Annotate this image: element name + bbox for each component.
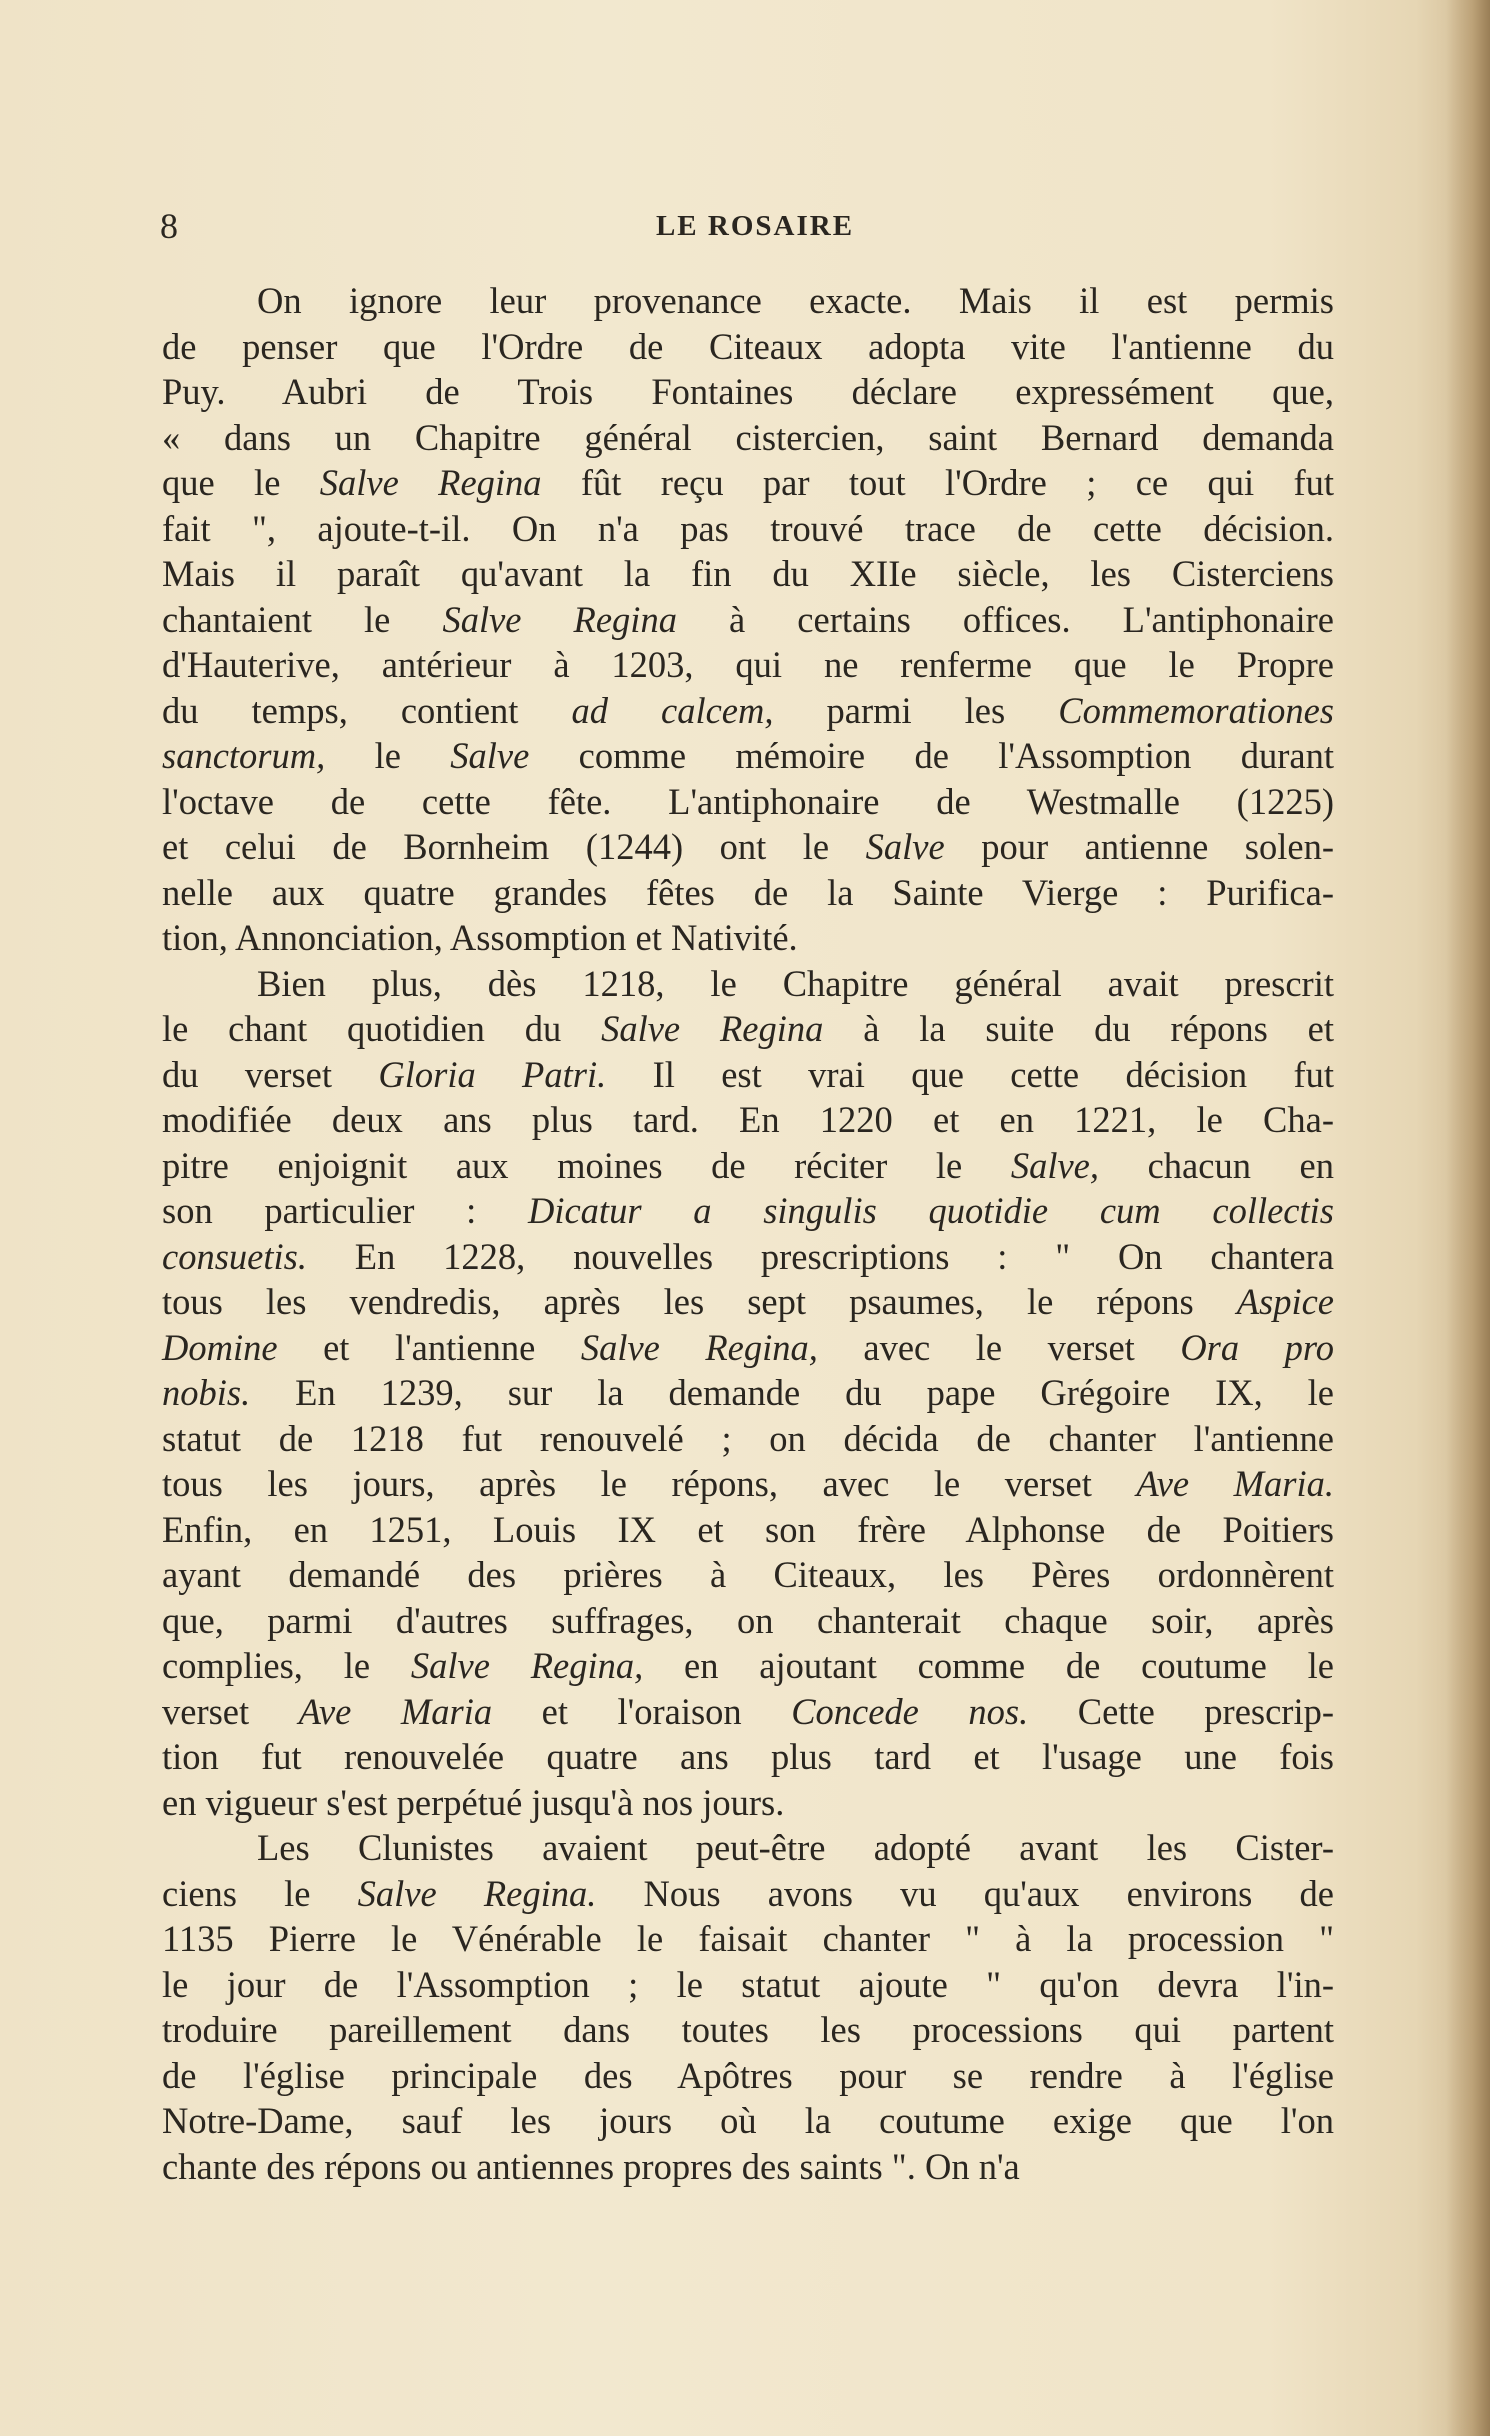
text-run: de l'église principale des Apôtres pour se rendre à l'église [162,2054,1334,2096]
text-run: Enfin, en 1251, Louis IX et son frère Alphonse de Poitiers [162,1508,1334,1550]
text-line [162,506,1334,552]
text-run: comme mémoire de l'Assomption durant [529,735,1334,776]
text-run: Il est vrai que cette décision fut [606,1053,1335,1095]
text-run: Les Clunistes avaient peut-être adopté avant les Cister- [257,1827,1334,1868]
text-line [162,1325,1334,1371]
italic-text: Ave Maria. [1136,1463,1334,1504]
page-header [160,196,1350,256]
text-run: en vigueur s'est perpétué jusqu'à nos jours. [162,1781,785,1823]
text-run: le [325,735,451,776]
text-run: fût reçu par tout l'Ordre ; ce qui fut [541,462,1334,503]
text-run: en ajoutant comme de coutume le [643,1645,1334,1686]
text-run: son particulier : [162,1190,528,1231]
italic-text: Commemorationes [1058,689,1335,731]
text-line [162,1006,1334,1052]
italic-text: Salve [865,826,945,867]
italic-text: Ave Maria [298,1690,493,1732]
text-run: tous les vendredis, après les sept psaumes, le répons [162,1281,1237,1322]
italic-text: Salve Regina. [357,1872,597,1914]
text-line [162,870,1334,916]
italic-text: ad calcem, [571,689,774,731]
text-line [162,688,1334,734]
text-run: de penser que l'Ordre de Citeaux adopta vite l'antienne du [162,325,1334,367]
italic-text: Gloria Patri. [378,1053,607,1095]
text-line [162,460,1334,506]
text-line [162,1871,1334,1917]
text-run: d'Hauterive, antérieur à 1203, qui ne renferme que le Propre [162,644,1334,685]
page-edge-shadow [1446,0,1490,2436]
paragraph [162,278,1334,961]
italic-text: Ora pro [1180,1326,1334,1368]
text-line [162,915,1334,961]
text-run: et l'oraison [492,1690,792,1732]
text-line [162,733,1334,779]
text-run: chacun en [1099,1144,1334,1186]
text-run: En 1228, nouvelles prescriptions : " On chantera [306,1235,1334,1277]
italic-text: sanctorum, [162,735,326,776]
text-line [162,415,1334,461]
text-run: et l'antienne [277,1326,581,1368]
text-line [162,1643,1334,1689]
text-run: à la suite du répons et [823,1008,1334,1049]
text-run: nelle aux quatre grandes fêtes de la Sainte Vierge : Purifica- [162,871,1334,913]
paragraph [162,961,1334,1826]
text-line [162,1416,1334,1462]
text-line [162,597,1334,643]
text-line [162,1052,1334,1098]
text-run: du verset [162,1053,379,1095]
text-line [162,278,1334,324]
italic-text: Salve Regina [442,598,677,640]
text-run: ayant demandé des prières à Citeaux, les Pères ordonnèrent [162,1554,1334,1595]
body-text [162,278,1334,2189]
paragraph [162,1825,1334,2189]
text-run: le jour de l'Assomption ; le statut ajoute " qu'on devra l'in- [162,1963,1334,2005]
italic-text: Dicatur a singulis quotidie cum collectis [527,1190,1334,1231]
text-run: tion fut renouvelée quatre ans plus tard et l'usage une fois [162,1736,1334,1777]
italic-text: Salve Regina, [410,1645,644,1686]
text-line [162,1552,1334,1598]
text-run: modifiée deux ans plus tard. En 1220 et en 1221, le Cha- [162,1099,1334,1140]
italic-text: nobis. [162,1372,251,1413]
text-line [162,824,1334,870]
text-run: du temps, contient [162,689,572,731]
text-run: pitre enjoignit aux moines de réciter le [162,1144,1011,1186]
text-run: verset [162,1690,299,1732]
text-line [162,2144,1334,2190]
text-run: Nous avons vu qu'aux environs de [596,1872,1334,1914]
text-run: et celui de Bornheim (1244) ont le [162,826,866,867]
running-title: LE ROSAIRE [655,210,855,242]
text-run: que, parmi d'autres suffrages, on chanterait chaque soir, après [162,1599,1334,1641]
text-run: « dans un Chapitre général cistercien, saint Bernard demanda [162,416,1334,458]
text-run: 1135 Pierre le Vénérable le faisait chanter " à la procession " [162,1918,1334,1959]
italic-text: Aspice [1236,1281,1334,1322]
text-run: pour antienne solen- [944,826,1334,867]
text-run: chantaient le [162,598,443,640]
text-run: le chant quotidien du [162,1008,602,1049]
text-line [162,642,1334,688]
text-run: Cette prescrip- [1028,1690,1334,1732]
text-run: parmi les [773,689,1059,731]
text-line [162,1598,1334,1644]
text-line [162,1734,1334,1780]
text-line [162,324,1334,370]
text-line [162,1234,1334,1280]
text-line [162,779,1334,825]
text-run: On ignore leur provenance exacte. Mais il est permis [257,280,1334,321]
text-line [162,1825,1334,1871]
text-run: En 1239, sur la demande du pape Grégoire IX, le [250,1372,1334,1413]
text-line [162,551,1334,597]
text-run: ciens le [162,1872,358,1914]
text-line [162,1370,1334,1416]
text-run: chante des répons ou antiennes propres des saints ". On n'a [162,2145,1020,2187]
text-line [162,961,1334,1007]
text-run: Notre-Dame, sauf les jours où la coutume exige que l'on [162,2100,1334,2141]
text-line [162,2007,1334,2053]
text-line [162,1507,1334,1553]
text-line [162,1279,1334,1325]
text-run: à certains offices. L'antiphonaire [676,598,1334,640]
text-run: Puy. Aubri de Trois Fontaines déclare expressément que, [162,371,1334,412]
text-run: statut de 1218 fut renouvelé ; on décida de chanter l'antienne [162,1417,1334,1459]
text-run: avec le verset [817,1326,1181,1368]
text-line [162,1188,1334,1234]
text-line [162,1916,1334,1962]
text-line [162,1097,1334,1143]
italic-text: Concede nos. [791,1690,1029,1732]
text-run: complies, le [162,1645,411,1686]
text-line [162,2098,1334,2144]
text-run: fait ", ajoute-t-il. On n'a pas trouvé trace de cette décision. [162,507,1334,549]
text-run: l'octave de cette fête. L'antiphonaire de Westmalle (1225) [162,780,1334,822]
text-line [162,1780,1334,1826]
text-run: tous les jours, après le répons, avec le verset [162,1463,1137,1504]
italic-text: Salve Regina, [580,1326,818,1368]
text-line [162,369,1334,415]
text-run: Bien plus, dès 1218, le Chapitre général avait prescrit [257,962,1334,1004]
text-run: troduire pareillement dans toutes les processions qui partent [162,2009,1334,2050]
text-line [162,2053,1334,2099]
text-line [162,1689,1334,1735]
italic-text: consuetis. [162,1235,307,1277]
text-run: tion, Annonciation, Assomption et Nativité. [162,917,798,958]
text-line [162,1143,1334,1189]
text-line [162,1461,1334,1507]
text-run: Mais il paraît qu'avant la fin du XIIe siècle, les Cisterciens [162,553,1334,594]
italic-text: Domine [162,1326,278,1368]
text-run: que le [162,462,320,503]
italic-text: Salve, [1010,1144,1100,1186]
italic-text: Salve Regina [319,462,542,503]
italic-text: Salve [450,735,530,776]
text-line [162,1962,1334,2008]
italic-text: Salve Regina [601,1008,824,1049]
page-number: 8 [160,206,178,246]
